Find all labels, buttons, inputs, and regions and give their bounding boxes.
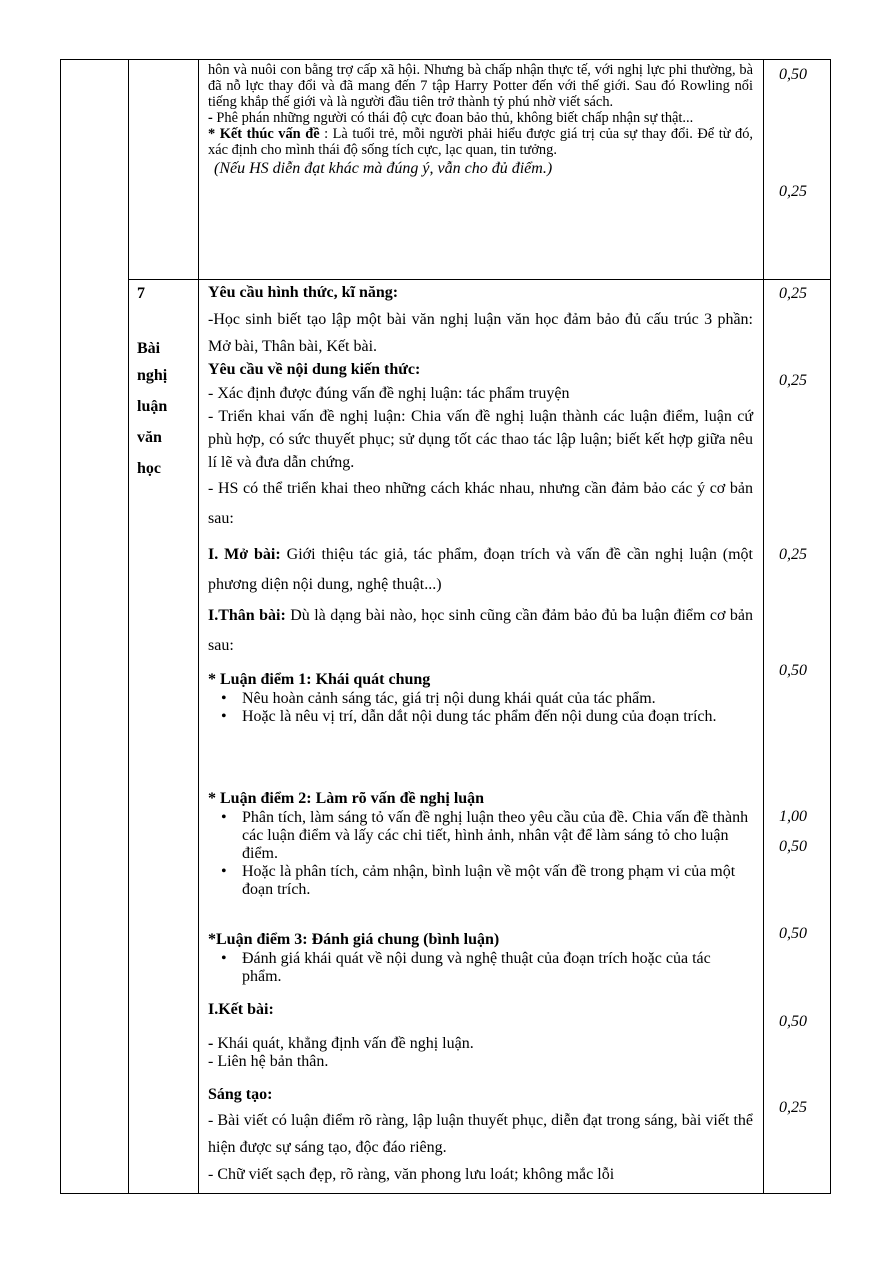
conclusion-item	[208, 1035, 753, 1053]
row1-criticism	[208, 110, 753, 126]
score: 0,25	[779, 546, 807, 563]
introduction-heading: I. Mở bài:	[208, 546, 281, 563]
score: 0,50	[779, 662, 807, 679]
label-line: luận	[137, 398, 168, 415]
content-item: - HS có thể triển khai theo những cách khác nhau, nhưng cần đảm bảo các ý cơ bản sau:	[208, 480, 753, 527]
creativity-item: - Chữ viết sạch đẹp, rõ ràng, văn phong lưu loát; không mắc lỗi	[208, 1166, 615, 1183]
label-line: nghị	[137, 367, 168, 384]
point-3-list	[208, 950, 753, 986]
point-2	[208, 789, 753, 899]
list-item: • Hoặc là nêu vị trí, dẫn dắt nội dung tác phẩm đến nội dung của đoạn trích.	[233, 708, 753, 726]
list-item: • Nêu hoàn cảnh sáng tác, giá trị nội dung khái quát của tác phẩm.	[233, 690, 753, 708]
content-requirements	[208, 359, 753, 534]
point-1-list	[208, 690, 753, 726]
question-number: 7	[137, 285, 145, 302]
label-line: Bài	[137, 340, 161, 357]
conclusion-section	[208, 1000, 753, 1071]
row-divider	[128, 279, 830, 280]
conclusion-heading: * Kết thúc vấn đề	[208, 126, 320, 142]
creativity-item: - Bài viết có luận điểm rõ ràng, lập luận thuyết phục, diễn đạt trong sáng, bài viết thể hiện được sự sáng tạo, độc đáo riêng.	[208, 1112, 753, 1156]
introduction	[208, 540, 753, 600]
form-requirements	[208, 282, 753, 360]
label-line: văn	[137, 429, 162, 446]
score: 0,50	[779, 66, 807, 83]
conclusion-text: : Là tuổi trẻ, mỗi người phải hiểu được giá trị của sự thay đổi. Để từ đó, xác định cho mình thái độ sống tích cực, lạc quan, tin tưởng.	[208, 126, 753, 158]
body	[208, 601, 753, 661]
list-item: • Phân tích, làm sáng tỏ vấn đề nghị luận theo yêu cầu của đề. Chia vấn đề thành các luận điểm và lấy các chi tiết, hình ảnh, nhân vật để làm sáng tỏ cho luận điểm.	[233, 809, 753, 863]
score: 0,50	[779, 1013, 807, 1030]
point-3-heading: *Luận điểm 3: Đánh giá chung (bình luận)	[208, 931, 500, 948]
list-item: • Đánh giá khái quát về nội dung và nghệ thuật của đoạn trích hoặc của tác phẩm.	[233, 950, 753, 986]
score: 0,25	[779, 1099, 807, 1116]
row1-paragraph: hôn và nuôi con bằng trợ cấp xã hội. Nhưng bà chấp nhận thực tế, với nghị lực phi thường, bà đã nỗ lực thay đổi và đã mang đến 7 tập Harry Potter đến với thế giới. Sau đó Rowling nổi tiếng khắp thế giới và là người đầu tiên trở thành tỷ phú nhờ viết sách.	[208, 62, 753, 110]
point-2-list	[208, 809, 753, 899]
introduction-section	[208, 540, 753, 600]
point-1-heading: * Luận điểm 1: Khái quát chung	[208, 671, 431, 688]
score: 0,25	[779, 183, 807, 200]
score: 1,00	[779, 808, 807, 825]
point-2-heading: * Luận điểm 2: Làm rõ vấn đề nghị luận	[208, 790, 485, 807]
creativity-section	[208, 1085, 753, 1188]
criticism-text: Phê phán những người có thái độ cực đoan bảo thủ, không biết chấp nhận sự thật...	[216, 110, 694, 126]
body-text: Dù là dạng bài nào, học sinh cũng cần đảm bảo đủ ba luận điểm cơ bản sau:	[208, 607, 753, 654]
grading-note: (Nếu HS diễn đạt khác mà đúng ý, vẫn cho đủ điểm.)	[214, 160, 553, 177]
creativity-heading: Sáng tạo:	[208, 1086, 273, 1103]
point-1	[208, 670, 753, 726]
label-line: học	[137, 460, 161, 477]
conclusion-item: - Liên hệ bản thân.	[208, 1053, 329, 1070]
column-divider	[128, 60, 129, 1193]
score: 0,50	[779, 838, 807, 855]
form-text: -Học sinh biết tạo lập một bài văn nghị luận văn học đảm bảo đủ cấu trúc 3 phần: Mở bài, Thân bài, Kết bài.	[208, 311, 753, 355]
content-item: - Triển khai vấn đề nghị luận: Chia vấn đề nghị luận thành các luận điểm, luận cứ phù hợp, có sức thuyết phục; sử dụng tốt các thao tác lập luận; biết kết hợp giữa nêu lí lẽ và đưa dẫn chứng.	[208, 408, 753, 471]
row1-conclusion	[208, 126, 753, 158]
content-item: - Xác định được đúng vấn đề nghị luận: tác phẩm truyện	[208, 385, 570, 402]
form-heading: Yêu cầu hình thức, kĩ năng:	[208, 284, 399, 301]
conclusion-heading: I.Kết bài:	[208, 1001, 274, 1018]
column-divider	[198, 60, 199, 1193]
content-heading: Yêu cầu về nội dung kiến thức:	[208, 361, 421, 378]
body-heading: I.Thân bài:	[208, 607, 286, 624]
introduction-text: Giới thiệu tác giả, tác phẩm, đoạn trích và vấn đề cần nghị luận (một phương diện nội dung, nghệ thuật...)	[208, 546, 754, 593]
dash: -	[208, 1035, 218, 1052]
body-section	[208, 601, 753, 661]
point-3	[208, 930, 753, 986]
row1-content	[208, 62, 753, 178]
score: 0,25	[779, 285, 807, 302]
conclusion-text: Khái quát, khẳng định vấn đề nghị luận.	[217, 1035, 474, 1052]
score: 0,50	[779, 925, 807, 942]
dash: -	[208, 110, 217, 126]
score: 0,25	[779, 372, 807, 389]
list-item: • Hoặc là phân tích, cảm nhận, bình luận về một vấn đề trong phạm vi của một đoạn trích.	[233, 863, 753, 899]
